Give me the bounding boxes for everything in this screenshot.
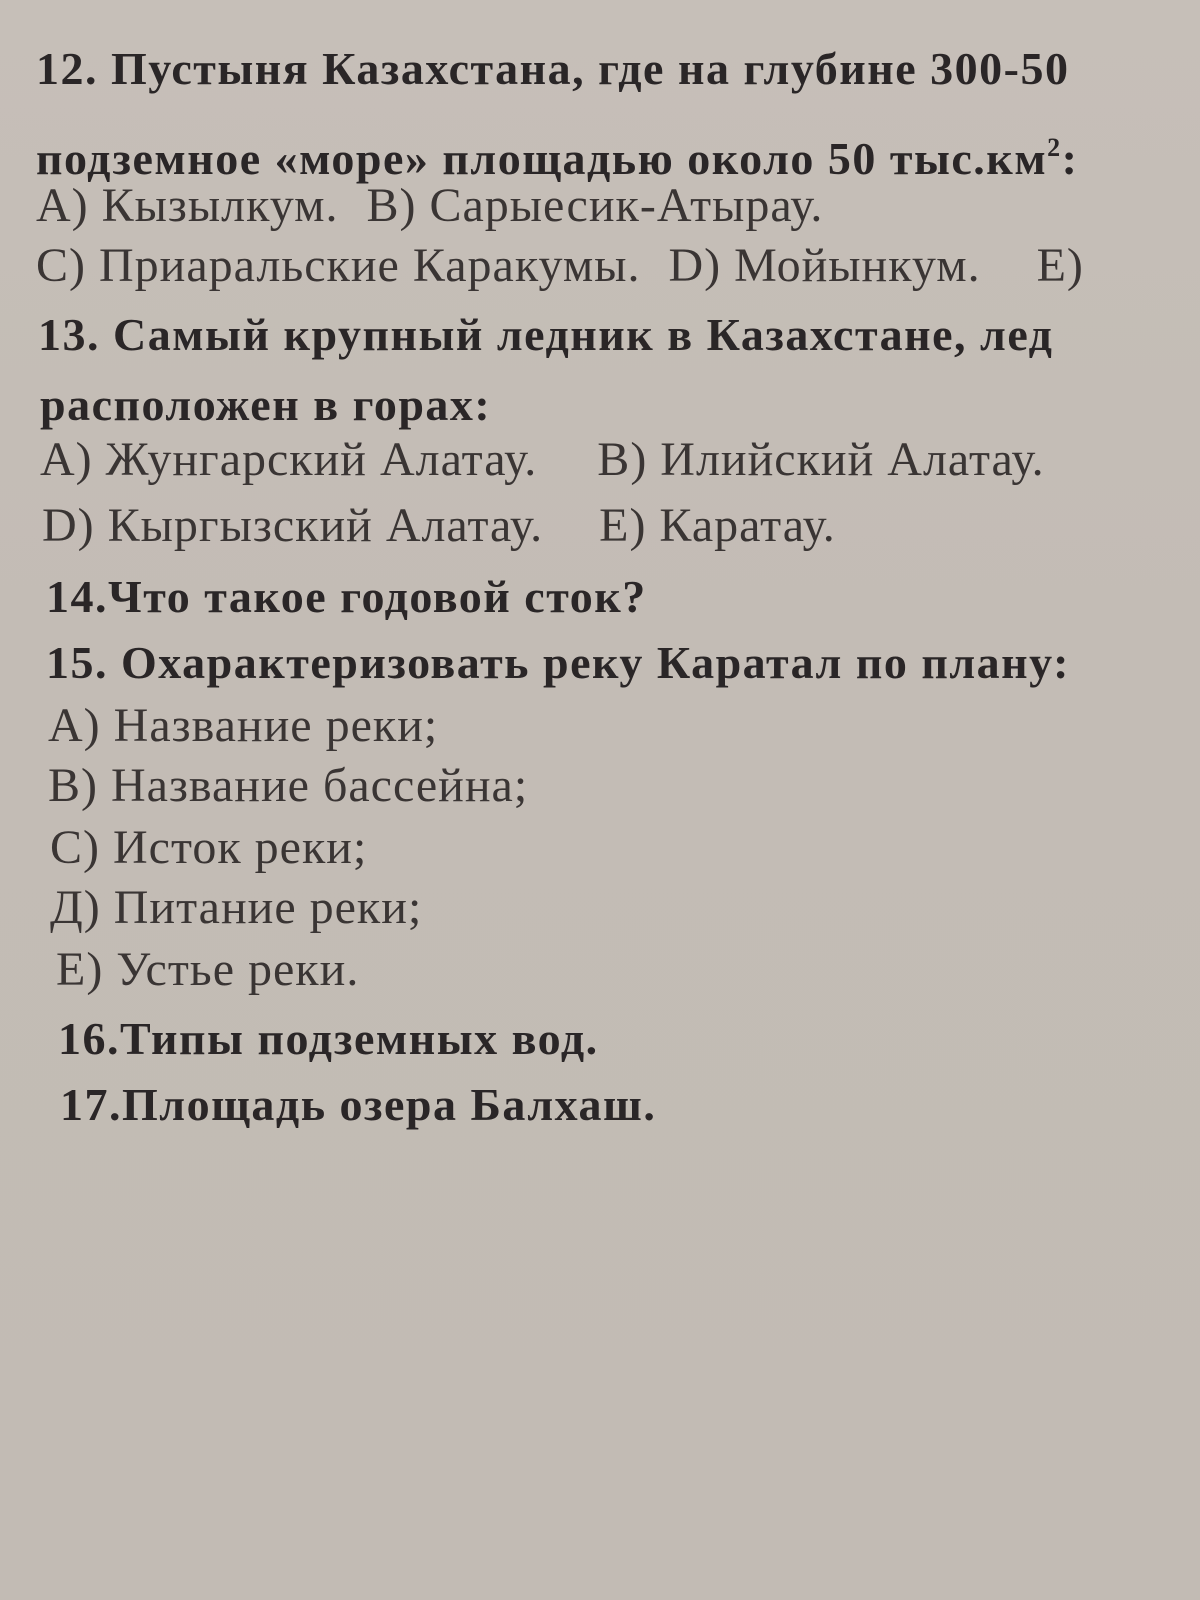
option-a: A) Жунгарский Алатау. bbox=[40, 433, 538, 486]
question-15-item: A) Название реки; bbox=[48, 699, 439, 752]
option-d: D) Кыргызский Алатау. bbox=[42, 499, 544, 552]
question-14: 14.Что такое годовой сток? bbox=[46, 571, 647, 622]
question-15-item: E) Устье реки. bbox=[56, 943, 360, 996]
question-15-item: C) Исток реки; bbox=[50, 821, 368, 874]
question-12-options-row-1 bbox=[36, 178, 823, 233]
question-12-line-2-tail: : bbox=[1061, 133, 1079, 184]
question-15-item: Д) Питание реки; bbox=[50, 881, 423, 934]
option-e: E) bbox=[1036, 239, 1084, 292]
option-c: C) Приаральские Каракумы. bbox=[36, 239, 641, 292]
question-12-line-1: 12. Пустыня Казахстана, где на глубине 300-50 bbox=[36, 43, 1070, 94]
option-d: D) Мойынкум. bbox=[668, 239, 981, 292]
question-16: 16.Типы подземных вод. bbox=[58, 1013, 599, 1064]
option-b: B) Илийский Алатау. bbox=[597, 433, 1045, 486]
superscript-2: 2 bbox=[1047, 133, 1062, 162]
question-13-options-row-1 bbox=[40, 432, 1045, 487]
question-17: 17.Площадь озера Балхаш. bbox=[60, 1079, 657, 1130]
option-b: B) Сарыесик-Атырау. bbox=[366, 179, 824, 232]
option-e: E) Каратау. bbox=[599, 499, 836, 552]
question-13-line-2: расположен в горах: bbox=[40, 379, 492, 430]
question-12-options-row-2 bbox=[36, 238, 1084, 293]
question-12-line-2-text: подземное «море» площадью около 50 тыс.км bbox=[36, 133, 1048, 184]
question-13-line-1: 13. Самый крупный ледник в Казахстане, лед bbox=[38, 309, 1054, 360]
question-13-options-row-2 bbox=[42, 498, 836, 553]
option-a: A) Кызылкум. bbox=[36, 179, 339, 232]
question-15-item: B) Название бассейна; bbox=[48, 759, 529, 812]
question-15-title: 15. Охарактеризовать реку Каратал по плану: bbox=[46, 637, 1070, 688]
